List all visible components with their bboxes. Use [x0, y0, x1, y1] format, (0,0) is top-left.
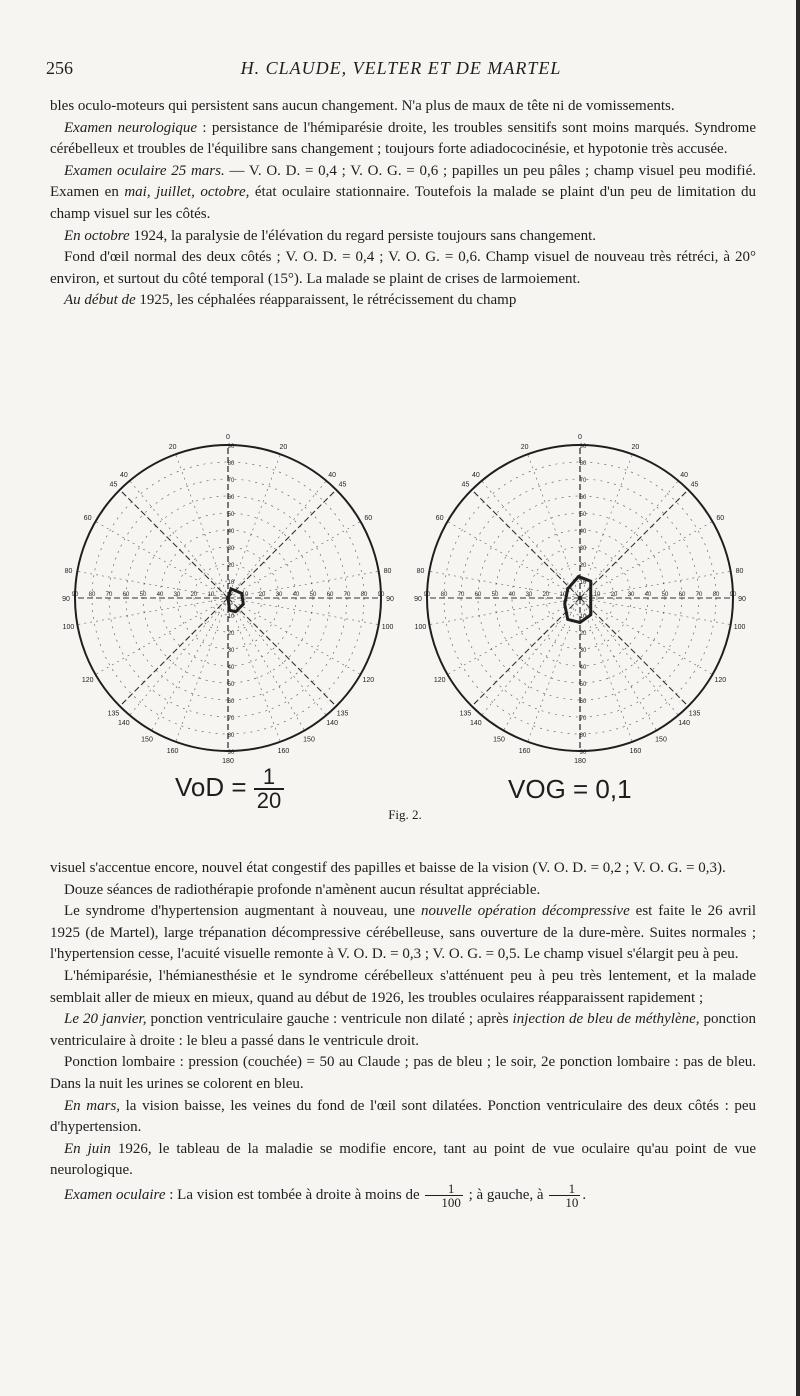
paragraph: bles oculo-moteurs qui persistent sans aucun changement. N'a plus de maux de tête ni de vomissements.: [50, 98, 675, 114]
meridian-label: 45: [338, 481, 347, 489]
perimeter-meridian: [228, 598, 326, 715]
radial-scale-label: 40: [227, 529, 235, 535]
fraction: [425, 1182, 463, 1209]
meridian-label: 140: [118, 720, 130, 728]
meridian-label: 80: [735, 567, 744, 575]
paragraph: [50, 118, 756, 161]
paragraph-lead: Examen oculaire: [64, 1186, 166, 1203]
radial-scale-label: 50: [227, 682, 235, 688]
radial-scale-label: 70: [105, 592, 113, 598]
perimeter-meridian: [580, 598, 688, 706]
meridian-label: 20: [279, 443, 288, 451]
fixation-point: [578, 596, 582, 600]
meridian-label: 90: [414, 596, 422, 603]
meridian-label: 40: [328, 471, 337, 479]
radial-scale-label: 60: [227, 495, 235, 501]
radial-scale-label: 90: [227, 750, 235, 756]
perimeter-meridian: [580, 481, 678, 598]
paragraph: visuel s'accentue encore, nouvel état congestif des papilles et baisse de la vision (V. O. D. = 0,2 ; V. O. G. = 0,3).: [50, 860, 726, 876]
radial-scale-label: 40: [579, 529, 587, 535]
perimeter-meridian: [120, 490, 228, 598]
perimeter-meridian: [482, 481, 580, 598]
meridian-label: 120: [81, 677, 94, 684]
paragraph-text: est faite le 26 avril 1925 (de Martel), large trépanation décompressive cérébelleuse, sans ouverture de la dure-mère. Suites normales ; l'hypertension cesse, l'acuité visuelle remonte à V. O. D. = 0,3 ; V. O. G. = 0,5. Le champ visuel s'élargit peu à peu.: [50, 903, 756, 963]
paragraph-text: 1924, la paralysie de l'élévation du regard persiste toujours sans changement.: [129, 227, 596, 244]
radial-scale-label: 90: [377, 592, 385, 598]
meridian-label: 140: [678, 720, 690, 728]
paragraph: [50, 1182, 756, 1209]
paragraph-text: ponction ventriculaire gauche : ventricule non dilaté ; après: [146, 1011, 513, 1028]
radial-scale-label: 20: [579, 631, 587, 637]
perimeter-meridian: [130, 598, 228, 715]
radial-scale-label: 60: [678, 592, 686, 598]
paragraph: Douze séances de radiothérapie profonde n'amènent aucun résultat appréciable.: [64, 881, 541, 898]
radial-scale-label: 50: [661, 592, 669, 598]
meridian-label: 120: [714, 677, 727, 684]
radial-scale-label: 10: [227, 580, 235, 586]
page-number: 256: [46, 58, 73, 78]
radial-scale-label: 20: [190, 592, 198, 598]
radial-scale-label: 70: [579, 478, 587, 484]
radial-scale-label: 30: [579, 546, 587, 552]
radial-scale-label: 30: [627, 592, 635, 598]
meridian-label: 90: [738, 596, 746, 603]
meridian-label: 150: [655, 736, 667, 744]
radial-scale-label: 10: [559, 592, 567, 598]
radial-scale-label: 20: [542, 592, 550, 598]
paragraph: [50, 161, 756, 226]
paragraph-text: Le syndrome d'hypertension augmentant à nouveau, une: [64, 903, 421, 920]
meridian-label: 135: [107, 710, 120, 718]
figure-visual-fields: [50, 420, 760, 822]
meridian-label: 45: [109, 481, 118, 489]
meridian-label: 80: [64, 567, 73, 575]
fraction-numerator: 1: [254, 766, 284, 790]
meridian-label: 20: [631, 443, 640, 451]
meridian-label: 60: [83, 515, 92, 522]
perimeter-meridian: [228, 598, 336, 706]
perimeter-meridian: [228, 490, 336, 598]
paragraph: Ponction lombaire : pression (couchée) = 50 au Claude ; pas de bleu ; le soir, 2e ponction lombaire : pas de bleu. Dans la nuit les urines se colorent en bleu.: [50, 1054, 756, 1092]
meridian-label: 160: [166, 748, 179, 756]
left-eye-acuity-label: [175, 766, 284, 812]
meridian-label: 180: [222, 758, 234, 765]
paragraph-text: ponction ventriculaire à droite : le bleu a passé dans le ventricule droit.: [50, 1011, 756, 1049]
paragraph-lead: En octobre: [64, 227, 130, 244]
radial-scale-label: 30: [579, 648, 587, 654]
radial-scale-label: 50: [309, 592, 317, 598]
perimeter-meridian: [130, 481, 228, 598]
paragraph-text: 1925, les céphalées réapparaissent, le rétrécissement du champ: [135, 292, 517, 309]
radial-scale-label: 40: [156, 592, 164, 598]
meridian-label: 20: [168, 443, 177, 451]
meridian-label: 40: [471, 471, 480, 479]
radial-scale-label: 80: [88, 592, 96, 598]
radial-scale-label: 50: [579, 512, 587, 518]
paragraph-text: : La vision est tombée à droite à moins de: [165, 1186, 424, 1203]
radial-scale-label: 70: [579, 716, 587, 722]
meridian-label: 60: [364, 515, 373, 522]
radial-scale-label: 10: [207, 592, 215, 598]
radial-scale-label: 80: [579, 733, 587, 739]
perimeter-meridian: [176, 598, 228, 742]
paragraph-text: : persistance de l'hémiparésie droite, les troubles sensitifs sont moins marqués. Syndrome cérébelleux et troubles de l'équilibre sans changement ; toujours forte adiadococinésie, et hypotonie très accusée.: [50, 119, 756, 158]
page-header: [46, 58, 756, 84]
meridian-label: 45: [461, 481, 470, 489]
radial-scale-label: 20: [227, 631, 235, 637]
radial-scale-label: 80: [227, 461, 235, 467]
radial-scale-label: 80: [440, 592, 448, 598]
radial-scale-label: 30: [227, 648, 235, 654]
figure-caption: Fig. 2.: [388, 807, 422, 822]
radial-scale-label: 60: [326, 592, 334, 598]
paragraph: [50, 226, 756, 248]
radial-scale-label: 80: [227, 733, 235, 739]
meridian-label: 45: [690, 481, 699, 489]
radial-scale-label: 50: [139, 592, 147, 598]
meridian-label: 40: [119, 471, 128, 479]
acuity-fraction: [254, 766, 284, 812]
radial-scale-label: 50: [227, 512, 235, 518]
radial-scale-label: 60: [579, 495, 587, 501]
perimeter-meridian: [173, 454, 228, 598]
radial-scale-label: 40: [227, 665, 235, 671]
radial-scale-label: 30: [227, 546, 235, 552]
perimeter-meridian: [228, 481, 326, 598]
fraction-denominator: 10: [565, 1194, 579, 1210]
radial-scale-label: 90: [729, 592, 737, 598]
paragraph-italic: nouvelle opération décompressive: [421, 903, 630, 920]
meridian-label: 135: [336, 710, 349, 718]
meridian-label: 90: [62, 596, 70, 603]
meridian-label: 135: [459, 710, 472, 718]
meridian-label: 60: [435, 515, 444, 522]
paragraph: L'hémiparésie, l'hémianesthésie et le syndrome cérébelleux s'atténuent peu à peu très lentement, et la malade semblait aller de mieux en mieux, quand au début de 1926, les troubles oculaires réapparaissent rapidement ;: [50, 967, 756, 1006]
radial-scale-label: 80: [579, 461, 587, 467]
radial-scale-label: 30: [173, 592, 181, 598]
visual-field-charts: [50, 420, 760, 805]
radial-scale-label: 80: [360, 592, 368, 598]
radial-scale-label: 10: [579, 614, 587, 620]
radial-scale-label: 70: [695, 592, 703, 598]
paragraph-text: la vision baisse, les veines du fond de l'œil sont dilatées. Ponction ventriculaire des deux côtés : peu d'hypertension.: [50, 1097, 756, 1136]
meridian-label: 135: [688, 710, 701, 718]
acuity-prefix: VoD =: [175, 771, 247, 802]
paragraph-lead: Examen oculaire 25 mars.: [64, 162, 225, 179]
meridian-label: 0: [226, 434, 230, 441]
paragraph-lead: En mars,: [64, 1097, 121, 1114]
perimeter-meridian: [472, 490, 580, 598]
meridian-label: 150: [493, 736, 505, 744]
meridian-label: 120: [433, 677, 446, 684]
fraction-denominator: 20: [256, 788, 282, 813]
meridian-label: 60: [716, 515, 725, 522]
meridian-label: 90: [386, 596, 394, 603]
fixation-point: [226, 596, 230, 600]
radial-scale-label: 60: [579, 699, 587, 705]
radial-scale-label: 90: [579, 444, 587, 450]
paragraph-italic: injection de bleu de méthylène,: [512, 1011, 700, 1028]
radial-scale-label: 60: [474, 592, 482, 598]
paragraph-text: 1926, le tableau de la maladie se modifie encore, tant au point de vue oculaire qu'au point de vue neurologique.: [50, 1140, 757, 1179]
paragraph-text: .: [582, 1186, 587, 1203]
paragraph: Fond d'œil normal des deux côtés ; V. O. D. = 0,4 ; V. O. G. = 0,6. Champ visuel de nouveau très rétréci, à 20° environ, et surtout du côté temporal (15°). La malade se plaint de crises de larmoiement.: [50, 249, 756, 287]
meridian-label: 100: [381, 624, 394, 632]
meridian-label: 150: [141, 736, 153, 744]
radial-scale-label: 50: [491, 592, 499, 598]
radial-scale-label: 70: [227, 478, 235, 484]
radial-scale-label: 30: [275, 592, 283, 598]
meridian-label: 40: [680, 471, 689, 479]
radial-scale-label: 70: [227, 716, 235, 722]
radial-scale-label: 40: [292, 592, 300, 598]
paragraph-lead: En juin: [64, 1140, 111, 1157]
meridian-label: 0: [578, 434, 582, 441]
paragraph-text: — V. O. D. = 0,4 ; V. O. G. = 0,6 ; papilles un peu pâles ; champ visuel peu modifié. Examen en: [50, 162, 756, 201]
top-text-block: [50, 96, 756, 312]
meridian-label: 120: [362, 677, 375, 684]
paragraph-text: ; à gauche, à: [464, 1186, 548, 1203]
meridian-label: 140: [326, 720, 338, 728]
radial-scale-label: 60: [122, 592, 130, 598]
paragraph-italic: mai, juillet, octobre,: [124, 184, 250, 201]
perimeter-meridian: [580, 490, 688, 598]
radial-scale-label: 40: [508, 592, 516, 598]
perimeter-meridian: [228, 598, 280, 742]
radial-scale-label: 20: [227, 563, 235, 569]
paragraph: [50, 1096, 756, 1139]
fraction-numerator: 1: [425, 1182, 463, 1196]
meridian-label: 180: [574, 758, 586, 765]
meridian-label: 80: [416, 567, 425, 575]
meridian-label: 20: [520, 443, 529, 451]
radial-scale-label: 20: [579, 563, 587, 569]
radial-scale-label: 10: [241, 592, 249, 598]
perimeter-meridian: [472, 598, 580, 706]
paragraph: [50, 901, 756, 966]
fraction: [549, 1182, 580, 1209]
meridian-label: 100: [733, 624, 746, 632]
radial-scale-label: 70: [343, 592, 351, 598]
fraction-denominator: 100: [441, 1194, 461, 1210]
bottom-text-block: [50, 858, 756, 1209]
paragraph-lead: Au début de: [64, 292, 136, 309]
radial-scale-label: 80: [712, 592, 720, 598]
radial-scale-label: 10: [227, 614, 235, 620]
meridian-label: 150: [303, 736, 315, 744]
radial-scale-label: 20: [258, 592, 266, 598]
perimeter-meridian: [482, 598, 580, 715]
radial-scale-label: 10: [579, 580, 587, 586]
radial-scale-label: 90: [227, 444, 235, 450]
radial-scale-label: 10: [593, 592, 601, 598]
paragraph-lead: Le 20 janvier,: [64, 1011, 147, 1028]
perimeter-meridian: [580, 598, 632, 742]
radial-scale-label: 70: [457, 592, 465, 598]
radial-scale-label: 20: [610, 592, 618, 598]
radial-scale-label: 30: [525, 592, 533, 598]
paragraph-text: état oculaire stationnaire. Toutefois la malade se plaint d'un peu de limitation du champ visuel sur les côtés.: [50, 184, 756, 222]
page-edge: [796, 0, 800, 1396]
meridian-label: 160: [629, 748, 642, 756]
perimeter-meridian: [580, 598, 678, 715]
meridian-label: 80: [383, 567, 392, 575]
radial-scale-label: 60: [227, 699, 235, 705]
radial-scale-label: 40: [579, 665, 587, 671]
radial-scale-label: 40: [644, 592, 652, 598]
radial-scale-label: 90: [71, 592, 79, 598]
right-eye-acuity-label: VOG = 0,1: [508, 774, 632, 804]
meridian-label: 160: [277, 748, 290, 756]
radial-scale-label: 90: [423, 592, 431, 598]
paragraph-lead: Examen neurologique: [64, 119, 198, 136]
meridian-label: 160: [518, 748, 531, 756]
paragraph: [50, 290, 756, 312]
meridian-label: 140: [470, 720, 482, 728]
radial-scale-label: 50: [579, 682, 587, 688]
radial-scale-label: 90: [579, 750, 587, 756]
running-head: H. CLAUDE, VELTER ET DE MARTEL: [240, 58, 562, 78]
paragraph: [50, 1139, 756, 1182]
fraction-numerator: 1: [549, 1182, 580, 1196]
paragraph: [50, 1009, 756, 1052]
perimeter-meridian: [120, 598, 228, 706]
perimeter-meridian: [525, 454, 580, 598]
meridian-label: 100: [62, 624, 75, 632]
meridian-label: 100: [414, 624, 427, 632]
